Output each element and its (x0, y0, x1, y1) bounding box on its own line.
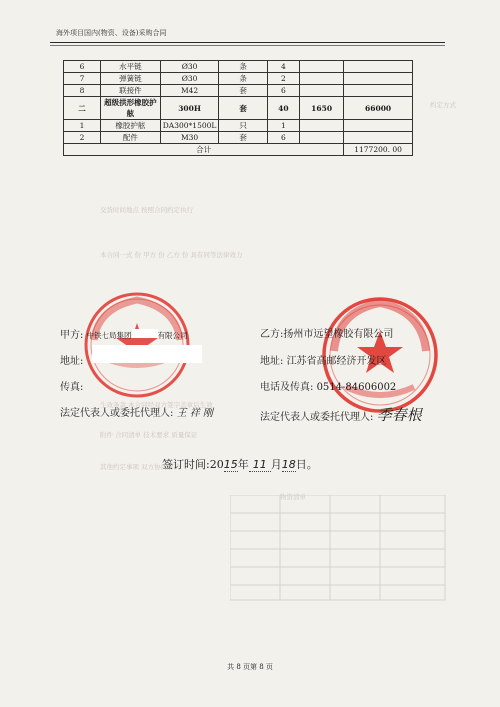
party-b-phone-label: 电话及传真: (260, 382, 314, 393)
table-total-row (64, 144, 413, 156)
total-label: 合计 (64, 144, 344, 156)
party-a-rep-label: 法定代表人或委托代理人: (60, 408, 174, 419)
table-row-category: 二 超级拱形橡胶护舷 300H 套 40 1650 66000 (64, 97, 413, 120)
party-b-address-label: 地址: (260, 356, 284, 367)
table-row: 6 水平链 Ø30 条 4 (64, 61, 413, 73)
party-a-signature: 王 祥 刚 (176, 408, 213, 419)
party-b-name: 扬州市远望橡胶有限公司 (283, 329, 394, 340)
party-a-address-redaction (92, 345, 202, 363)
bleed-through-text: 其他约定事项 双方协商解决 (100, 463, 181, 471)
signing-day: 18 (281, 458, 296, 471)
party-b-rep-label: 法定代表人或委托代理人: (260, 412, 374, 423)
header-rule-thin (50, 45, 445, 46)
party-b-address: 江苏省高邮经济开发区 (286, 356, 387, 367)
header-rule (50, 42, 445, 43)
party-a-address-line (60, 352, 83, 367)
bleed-through-text: 约定方式 (430, 101, 456, 109)
party-b-label: 乙方: (260, 329, 284, 340)
party-b-rep-line (260, 404, 422, 425)
signing-month: 11 (249, 458, 271, 472)
table-row: 7 弹簧链 Ø30 条 2 (64, 73, 413, 85)
signing-label: 签订时间: (162, 458, 210, 471)
party-a-name-prefix: 中铁七局集团 (86, 331, 132, 340)
party-b-name-line (260, 325, 393, 340)
party-a-redaction (132, 329, 158, 338)
table-row: 2 配件 M30 套 6 (64, 132, 413, 144)
items-table (63, 60, 413, 156)
party-a-fax-label: 传真: (60, 382, 84, 393)
signing-date-line: 签订时间:2015年 11 月18日。 (162, 458, 318, 471)
document-header: 海外项目国内(物资、设备)采购合同 (56, 29, 167, 37)
signing-year: 2015 (209, 458, 238, 471)
table-row: 1 橡胶护舷 DA300*1500L 只 1 (64, 120, 413, 132)
bleed-through-text: 本合同一式 份 甲方 份 乙方 份 具有同等法律效力 (100, 251, 243, 259)
bleed-through-text: 生效条款 本合同经双方签字盖章后生效 (100, 401, 213, 409)
bleed-through-text: 附件 合同清单 技术要求 质量保证 (100, 431, 198, 439)
party-b-signature: 季春根 (376, 406, 422, 424)
party-b-address-line (260, 352, 387, 367)
party-a-fax-line (60, 378, 83, 393)
party-a-label: 甲方: (60, 330, 84, 341)
bleed-through-text: 交货时间地点 按照合同约定执行 (100, 206, 194, 214)
total-value: 1177200. 00 (344, 144, 413, 156)
party-a-address-label: 地址: (60, 356, 84, 367)
bleed-through-text: 物资清单 (280, 493, 306, 501)
table-row: 8 联接件 M42 套 6 (64, 85, 413, 97)
party-b-phone: 0514-84606002 (316, 382, 397, 393)
page-footer: 共 8 页第 8 页 (227, 663, 273, 671)
party-b-phone-line (260, 378, 396, 393)
party-a-rep-line (60, 404, 213, 419)
party-a-name-line (60, 326, 188, 341)
bleed-through-table (230, 495, 450, 605)
party-a-name-suffix: 有限公司 (157, 331, 188, 340)
